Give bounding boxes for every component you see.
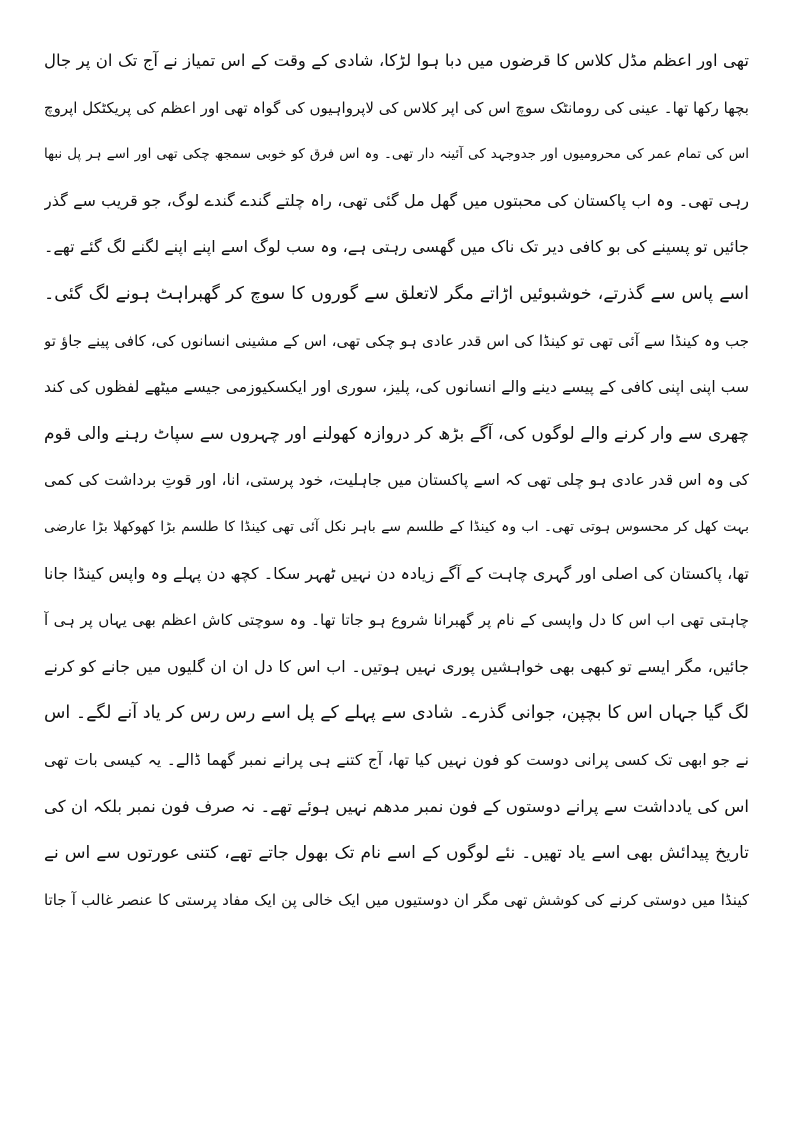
text-line: چھری سے وار کرنے والے لوگوں کی، آگے بڑھ کر دروازہ کھولنے اور چہروں سے سپاٹ رہنے والی قوم <box>44 423 749 444</box>
body-text <box>44 38 749 923</box>
text-line: سب اپنی اپنی کافی کے پیسے دینے والے انسانوں کی، پلیز، سوری اور ایکسکیوزمی جیسے میٹھے لفظوں کی کند <box>44 378 749 397</box>
text-line: جائیں، مگر ایسے تو کبھی بھی خواہشیں پوری نہیں ہوتیں۔ اب اس کا دل ان ان گلیوں میں جانے کو کرنے <box>44 656 749 676</box>
text-line: نے جو ابھی تک کسی پرانی دوست کو فون نہیں کیا تھا، آج کتنے ہی پرانے نمبر گھما ڈالے۔ یہ کیسی بات تھی <box>44 750 749 769</box>
text-line: لگ گیا جہاں اس کا بچپن، جوانی گذرے۔ شادی سے پہلے کے پل اسے رس رس کر یاد آنے لگے۔ اس <box>44 703 749 724</box>
text-line: اس کی تمام عمر کی محرومیوں اور جدوجہد کی آئینہ دار تھی۔ وہ اس فرق کو خوبی سمجھ چکی تھی اور اسے ہر پل نبھا <box>44 146 749 163</box>
text-line: رہی تھی۔ وہ اب پاکستان کی محبتوں میں گھل مل گئی تھی، راہ چلتے گندے گندے لوگ، جو قریب سے گذر <box>44 190 749 210</box>
text-line: اسے پاس سے گذرتے، خوشبوئیں اڑاتے مگر لاتعلق سے گوروں کا سوچ کر گھبراہٹ ہونے لگ گئی۔ <box>44 283 749 304</box>
text-line: تاریخ پیدائش بھی اسے یاد تھیں۔ نئے لوگوں کے اسے نام تک بھول جاتے تھے، کتنی عورتوں سے اس نے <box>44 843 749 864</box>
text-line: جب وہ کینڈا سے آئی تھی تو کینڈا کی اس قدر عادی ہو چکی تھی، اس کے مشینی انسانوں کی، کافی پینے جاؤ تو <box>44 331 749 350</box>
text-line: تھا، پاکستان کی اصلی اور گہری چاہت کے آگے زیادہ دن نہیں ٹھہر سکا۔ کچھ دن پہلے وہ واپس کینڈا جانا <box>44 563 749 583</box>
text-line: جائیں تو پسینے کی بو کافی دیر تک ناک میں گھسی رہتی ہے، وہ سب لوگ اسے اپنے اپنے لگنے لگ گئے تھے۔ <box>44 237 749 257</box>
text-line: کینڈا میں دوستی کرنے کی کوشش تھی مگر ان دوستیوں میں ایک خالی پن ایک مفاد پرستی کا عنصر غالب آ جاتا <box>44 890 749 909</box>
text-line: اس کی یادداشت سے پرانے دوستوں کے فون نمبر مدھم نہیں ہوئے تھے۔ نہ صرف فون نمبر بلکہ ان کی <box>44 796 749 816</box>
text-line: بچھا رکھا تھا۔ عینی کی رومانٹک سوچ اس کی اپر کلاس کی لاپرواہیوں کی گواہ تھی اور اعظم کی پریکٹکل اپروچ <box>44 98 749 117</box>
text-line: چاہتی تھی اب اس کا دل واپسی کے نام پر گھبرانا شروع ہو جاتا تھا۔ وہ سوچتی کاش اعظم بھی یہاں پر ہی آ <box>44 611 749 630</box>
text-line: کی وہ اس قدر عادی ہو چلی تھی کہ اسے پاکستان میں جاہلیت، خود پرستی، انا، اور قوتِ برداشت کی کمی <box>44 471 749 490</box>
text-line: تھی اور اعظم مڈل کلاس کا قرضوں میں دبا ہوا لڑکا، شادی کے وقت کے اس تمیاز نے آج تک ان پر جال <box>44 51 749 70</box>
text-line: بہت کھل کر محسوس ہوتی تھی۔ اب وہ کینڈا کے طلسم سے باہر نکل آئی تھی کینڈا کا طلسم بڑا کھوکھلا بڑا عارضی <box>44 518 749 535</box>
